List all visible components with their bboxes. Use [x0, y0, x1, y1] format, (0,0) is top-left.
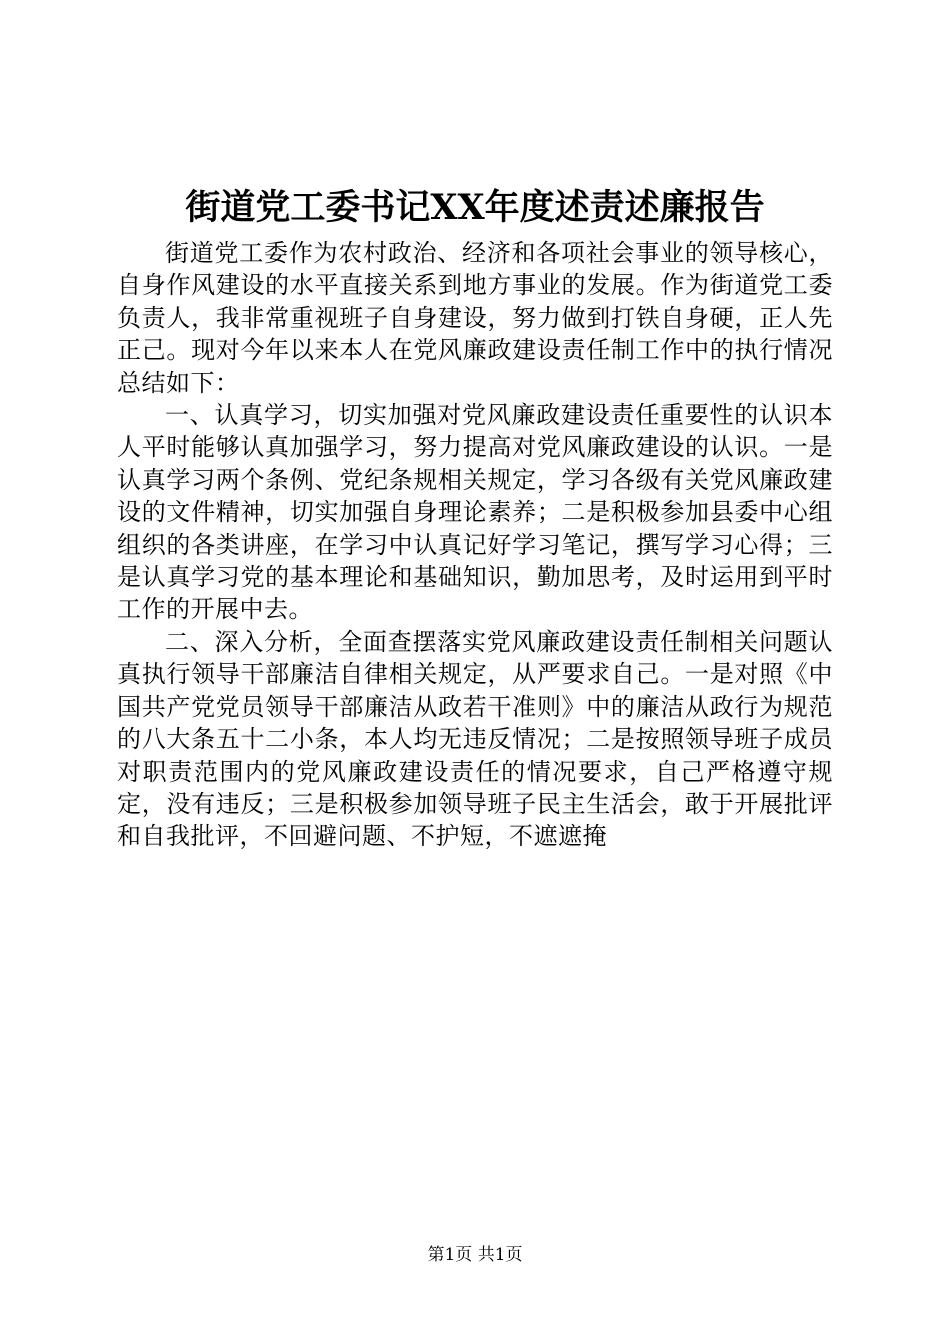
document-body: [117, 237, 833, 853]
paragraph-intro: 街道党工委作为农村政治、经济和各项社会事业的领导核心，自身作风建设的水平直接关系到地方事业的发展。作为街道党工委负责人，我非常重视班子自身建设，努力做到打铁自身硬，正人先正己。现对今年以来本人在党风廉政建设责任制工作中的执行情况总结如下：: [117, 239, 833, 397]
paragraph-section-1: 一、认真学习，切实加强对党风廉政建设责任重要性的认识本人平时能够认真加强学习，努力提高对党风廉政建设的认识。一是认真学习两个条例、党纪条规相关规定，学习各级有关党风廉政建设的文件精神，切实加强自身理论素养；二是积极参加县委中心组组织的各类讲座，在学习中认真记好学习笔记，撰写学习心得；三是认真学习党的基本理论和基础知识，勤加思考，及时运用到平时工作的开展中去。: [117, 401, 833, 624]
document-title: 街道党工委书记XX年度述责述廉报告: [185, 187, 765, 228]
paragraph-section-2: 二、深入分析，全面查摆落实党风廉政建设责任制相关问题认真执行领导干部廉洁自律相关规定，从严要求自己。一是对照《中国共产党党员领导干部廉洁从政若干准则》中的廉洁从政行为规范的八大条五十二小条，本人均无违反情况；二是按照领导班子成员对职责范围内的党风廉政建设责任的情况要求，自己严格遵守规定，没有违反；三是积极参加领导班子民主生活会，敢于开展批评和自我批评，不回避问题、不护短，不遮遮掩: [117, 627, 833, 851]
page-footer: 第1页 共1页: [427, 1245, 523, 1265]
